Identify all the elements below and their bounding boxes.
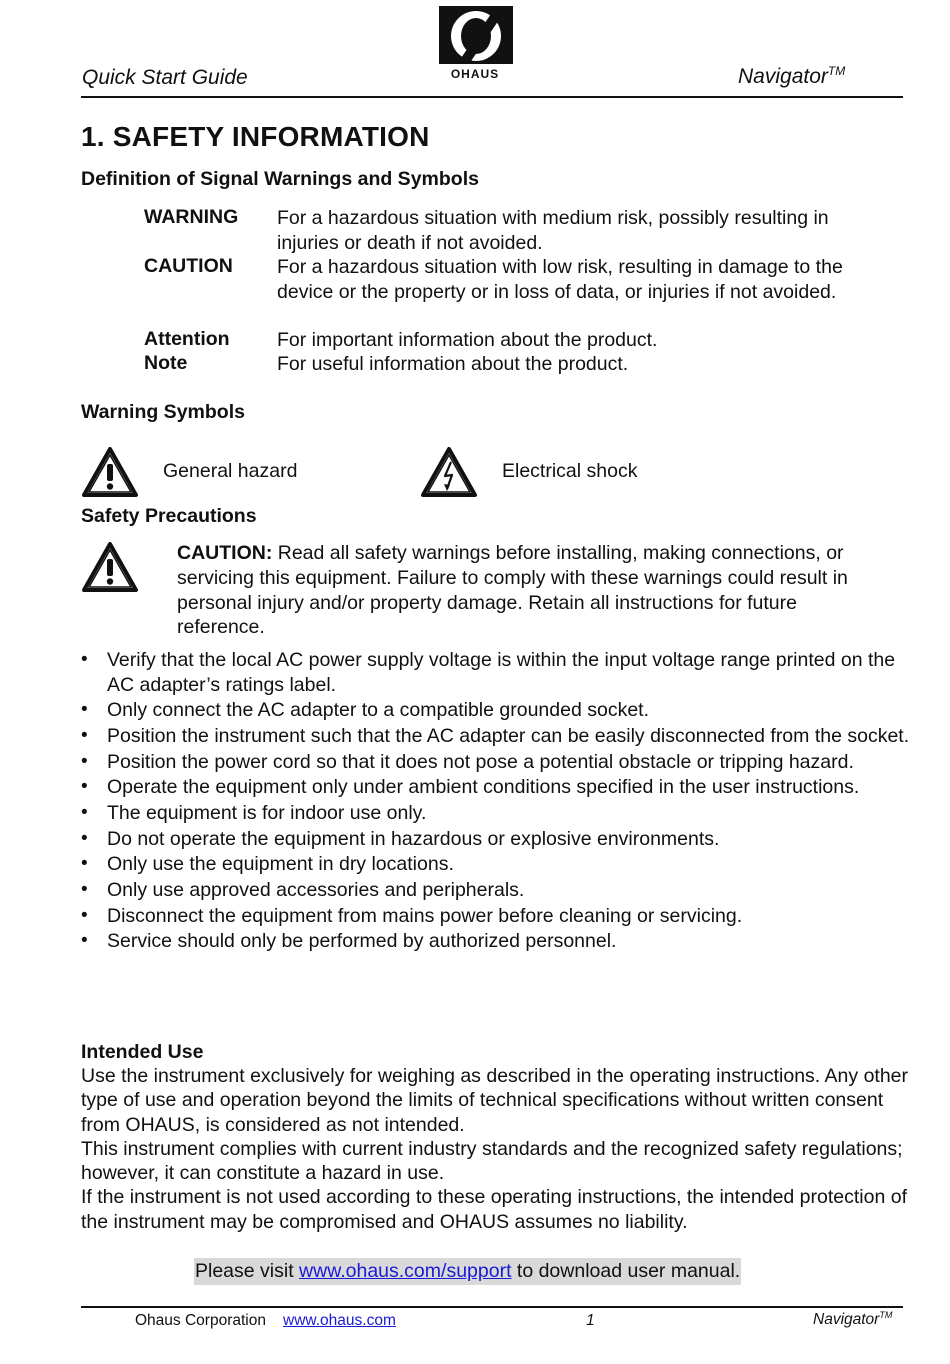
precautions-heading: Safety Precautions (81, 505, 257, 527)
warning-symbols-heading: Warning Symbols (81, 401, 245, 423)
intended-use-body (81, 1064, 911, 1234)
list-item: • Service should only be performed by authorized personnel. (81, 929, 911, 954)
caution-notice (177, 541, 867, 640)
support-notice: Please visit www.ohaus.com/support to download user manual. (194, 1258, 741, 1285)
list-item: • The equipment is for indoor use only. (81, 801, 911, 826)
list-item: • Only use the equipment in dry locations. (81, 852, 911, 877)
header-divider (81, 96, 903, 98)
signals-heading: Definition of Signal Warnings and Symbols (81, 168, 479, 190)
general-hazard-icon (81, 446, 139, 498)
electrical-shock-icon (420, 446, 478, 498)
footer-divider (81, 1306, 903, 1308)
signal-term-caution: CAUTION (144, 255, 233, 277)
intended-use-paragraph: Use the instrument exclusively for weighing as described in the operating instructions. Any other type of use and operation beyond the limits of technical specifications without written consent from OHAUS, is considered as not intended. (81, 1065, 909, 1136)
caution-hazard-icon (81, 541, 139, 593)
signal-desc-attention: For important information about the product. (277, 329, 658, 351)
footer-website-link[interactable]: www.ohaus.com (283, 1312, 396, 1329)
caution-text: Read all safety warnings before installing, making connections, or servicing this equipment. Failure to comply with these warnings could result in personal injury and/or property damage. Retain all instructions for future reference. (177, 542, 848, 639)
header-guide-title: Quick Start Guide (82, 66, 248, 89)
precautions-list (81, 648, 911, 955)
caution-label: CAUTION: (177, 542, 273, 564)
intended-use-heading: Intended Use (81, 1041, 204, 1063)
list-item: • Operate the equipment only under ambient conditions specified in the user instructions. (81, 775, 911, 800)
footer-product-name: Navigator™ (813, 1310, 893, 1329)
intended-use-paragraph: This instrument complies with current industry standards and the recognized safety regulations; however, it can constitute a hazard in use. (81, 1137, 903, 1185)
signal-term-note: Note (144, 352, 188, 374)
list-item: • Position the instrument such that the AC adapter can be easily disconnected from the socket. (81, 724, 911, 749)
list-item: • Only use approved accessories and peripherals. (81, 878, 911, 903)
svg-text:OHAUS: OHAUS (450, 67, 500, 81)
header-product-name: Navigator™ (738, 64, 846, 88)
section-title: 1. SAFETY INFORMATION (81, 121, 430, 152)
signal-desc-warning: For a hazardous situation with medium risk, possibly resulting in injuries or death if not avoided. (277, 207, 829, 254)
signal-term-warning: WARNING (144, 206, 239, 228)
list-item: • Only connect the AC adapter to a compatible grounded socket. (81, 698, 911, 723)
intended-use-paragraph: If the instrument is not used according to these operating instructions, the intended protection of the instrument may be compromised and OHAUS assumes no liability. (81, 1186, 907, 1233)
signal-desc-caution: For a hazardous situation with low risk, resulting in damage to the device or the property or in loss of data, or injuries if not avoided. (277, 256, 843, 303)
signal-desc-note: For useful information about the product. (277, 353, 629, 375)
list-item: • Position the power cord so that it does not pose a potential obstacle or tripping hazard. (81, 750, 911, 775)
electrical-shock-label: Electrical shock (502, 460, 638, 482)
list-item: • Verify that the local AC power supply voltage is within the input voltage range printed on the AC adapter’s ratings label. (81, 648, 911, 697)
footer-page-number: 1 (586, 1312, 595, 1329)
list-item: • Disconnect the equipment from mains power before cleaning or servicing. (81, 904, 911, 929)
list-item: • Do not operate the equipment in hazardous or explosive environments. (81, 827, 911, 852)
support-link[interactable]: www.ohaus.com/support (299, 1260, 512, 1282)
general-hazard-label: General hazard (163, 460, 298, 482)
footer-company: Ohaus Corporation (135, 1312, 266, 1329)
signal-term-attention: Attention (144, 328, 230, 350)
ohaus-logo (437, 4, 517, 82)
